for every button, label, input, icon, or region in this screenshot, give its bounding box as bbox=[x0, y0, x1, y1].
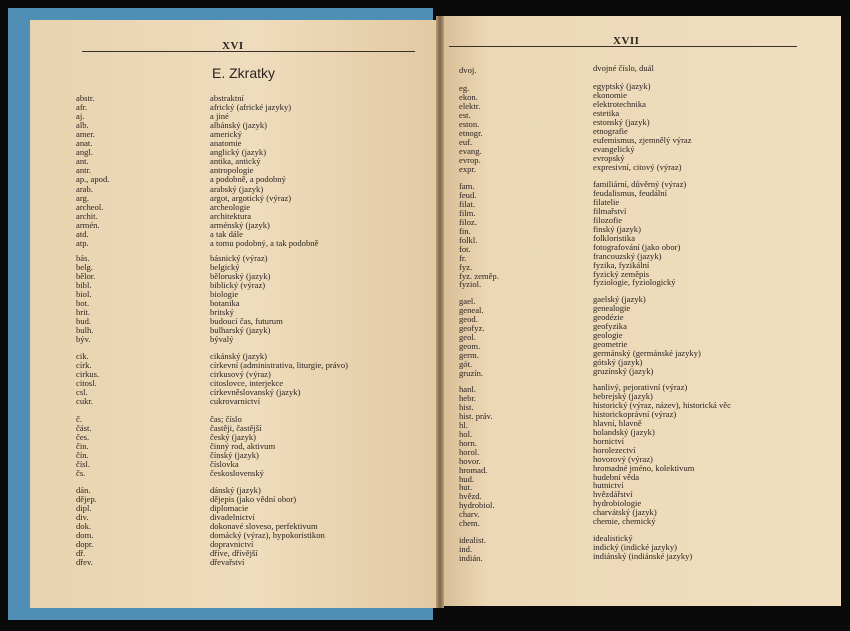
definition: indiánský (indiánské jazyky) bbox=[593, 550, 693, 561]
abbreviation: filoz. bbox=[459, 216, 477, 227]
definition: cukrovarnictví bbox=[210, 396, 261, 407]
definition: antropologie bbox=[210, 165, 254, 176]
definition: domácký (výraz), hypokoristikon bbox=[210, 530, 325, 541]
definition: antika, antický bbox=[210, 156, 261, 167]
definition: gruzínský (jazyk) bbox=[593, 365, 654, 376]
abbreviation: evang. bbox=[459, 145, 482, 156]
abbreviation: folkl. bbox=[459, 234, 478, 245]
book-gutter bbox=[436, 16, 444, 608]
abbreviation: dřev. bbox=[76, 557, 93, 568]
definition: dopravnictví bbox=[210, 539, 254, 550]
definition: feudalismus, feudální bbox=[593, 187, 667, 198]
abbreviation: filat. bbox=[459, 198, 475, 209]
left-page bbox=[30, 20, 440, 608]
abbreviation: dějep. bbox=[76, 494, 97, 505]
definition: evangelický bbox=[593, 143, 635, 154]
definition: fotografování (jako obor) bbox=[593, 241, 681, 252]
abbreviation: eston. bbox=[459, 118, 480, 129]
abbreviation: dvoj. bbox=[459, 65, 477, 75]
abbreviation: bulh. bbox=[76, 325, 94, 336]
abbreviation: csl. bbox=[76, 387, 88, 398]
definition: číslovka bbox=[210, 459, 239, 470]
definition: archeologie bbox=[210, 201, 251, 212]
abbreviation: hovor. bbox=[459, 455, 481, 466]
abbreviation: hist. práv. bbox=[459, 410, 493, 421]
abbreviation: ind. bbox=[459, 543, 473, 554]
definition: a jiné bbox=[210, 111, 229, 122]
definition: hornictví bbox=[593, 435, 625, 446]
definition: fyzický zeměpis bbox=[593, 268, 650, 279]
abbreviation: hol. bbox=[459, 428, 473, 439]
abbreviation: arg. bbox=[76, 192, 89, 203]
abbreviation: amer. bbox=[76, 129, 95, 140]
abbreviation: cirkus. bbox=[76, 369, 100, 380]
abbreviation: gruzín. bbox=[459, 367, 484, 378]
definition: dokonavé sloveso, perfektivum bbox=[210, 521, 318, 532]
abbreviation: geom. bbox=[459, 340, 481, 351]
abbreviation: antr. bbox=[76, 165, 92, 176]
abbreviation: fin. bbox=[459, 225, 471, 236]
abbreviation: dipl. bbox=[76, 503, 92, 514]
abbreviation: armén. bbox=[76, 219, 100, 230]
abbreviation: cik. bbox=[76, 351, 89, 361]
abbreviation: horn. bbox=[459, 437, 477, 448]
abbreviation: čín. bbox=[76, 450, 89, 461]
definition: hvězdářství bbox=[593, 489, 633, 500]
definition: biologie bbox=[210, 289, 239, 300]
abbreviation: fot. bbox=[459, 243, 471, 254]
definition: hlavní, hlavně bbox=[593, 417, 642, 428]
abbreviation: fr. bbox=[459, 252, 467, 263]
definition: albánský (jazyk) bbox=[210, 120, 268, 131]
definition: cirkusový (výraz) bbox=[210, 369, 271, 380]
abbreviation: čin. bbox=[76, 441, 89, 452]
abbreviation: ekon. bbox=[459, 91, 478, 102]
abbreviation: č. bbox=[76, 414, 82, 424]
abbreviation: hebr. bbox=[459, 392, 476, 403]
abbreviation: bělor. bbox=[76, 271, 96, 282]
abbreviation: geofyz. bbox=[459, 322, 485, 333]
abbreviation: idealist. bbox=[459, 535, 486, 545]
definition: dříve, dřívější bbox=[210, 548, 258, 559]
abbreviation: atd. bbox=[76, 228, 89, 239]
abbreviation: abstr. bbox=[76, 93, 95, 103]
abbreviation: fyz. zeměp. bbox=[459, 270, 499, 281]
definition: familiární, důvěrný (výraz) bbox=[593, 179, 687, 189]
definition: anglický (jazyk) bbox=[210, 147, 267, 158]
abbreviation: afr. bbox=[76, 102, 88, 113]
definition: etnografie bbox=[593, 125, 628, 136]
abbreviation: horol. bbox=[459, 446, 480, 457]
definition: dřevařství bbox=[210, 557, 245, 568]
definition: filatelie bbox=[593, 196, 620, 207]
definition: arabský (jazyk) bbox=[210, 183, 264, 194]
definition: abstraktní bbox=[210, 93, 244, 103]
abbreviation: citosl. bbox=[76, 378, 97, 389]
abbreviation: fyz. bbox=[459, 261, 473, 272]
definition: dějepis (jako vědní obor) bbox=[210, 494, 297, 505]
header-rule bbox=[449, 46, 797, 47]
abbreviation: hydrobiol. bbox=[459, 500, 495, 511]
definition: diplomacie bbox=[210, 503, 249, 514]
definition: britský bbox=[210, 307, 234, 318]
definition: egyptský (jazyk) bbox=[593, 81, 651, 91]
abbreviation: ant. bbox=[76, 156, 89, 167]
definition: idealistický bbox=[593, 533, 633, 543]
abbreviation: dom. bbox=[76, 530, 94, 541]
definition: cikánský (jazyk) bbox=[210, 351, 268, 361]
abbreviation: belg. bbox=[76, 262, 93, 273]
definition: hutnictví bbox=[593, 480, 624, 491]
abbreviation: est. bbox=[459, 109, 471, 120]
definition: československý bbox=[210, 468, 264, 479]
definition: bývalý bbox=[210, 334, 234, 345]
abbreviation: film. bbox=[459, 207, 476, 218]
definition: geometrie bbox=[593, 338, 628, 349]
definition: a tomu podobný, a tak podobně bbox=[210, 237, 319, 248]
abbreviation: alb. bbox=[76, 120, 89, 131]
definition: hebrejský (jazyk) bbox=[593, 390, 653, 401]
definition: evropský bbox=[593, 152, 625, 163]
definition: bulharský (jazyk) bbox=[210, 325, 271, 336]
abbreviation: bás. bbox=[76, 253, 90, 263]
abbreviation: geol. bbox=[459, 331, 476, 342]
definition: geofyzika bbox=[593, 320, 627, 331]
definition: hromadné jméno, kolektivum bbox=[593, 462, 695, 473]
definition: chemie, chemický bbox=[593, 516, 656, 527]
definition: fyziologie, fyziologický bbox=[593, 277, 676, 288]
definition: germánský (germánské jazyky) bbox=[593, 347, 701, 358]
definition: dánský (jazyk) bbox=[210, 485, 261, 495]
page-number: XVI bbox=[222, 40, 244, 52]
abbreviation: čs. bbox=[76, 468, 86, 479]
abbreviation: čísl. bbox=[76, 459, 91, 470]
abbreviation: charv. bbox=[459, 509, 480, 520]
definition: elektrotechnika bbox=[593, 98, 646, 109]
definition: gaelský (jazyk) bbox=[593, 294, 646, 304]
abbreviation: fam. bbox=[459, 181, 475, 191]
abbreviation: expr. bbox=[459, 163, 476, 174]
definition: budoucí čas, futurum bbox=[210, 316, 283, 327]
abbreviation: hvězd. bbox=[459, 491, 482, 502]
definition: historickoprávní (výraz) bbox=[593, 408, 677, 419]
definition: hovorový (výraz) bbox=[593, 453, 653, 464]
definition: český (jazyk) bbox=[210, 432, 257, 443]
abbreviation: euf. bbox=[459, 136, 473, 147]
abbreviation: bot. bbox=[76, 298, 90, 309]
definition: horolezectví bbox=[593, 444, 636, 455]
definition: činný rod, aktivum bbox=[210, 441, 276, 452]
definition: arménský (jazyk) bbox=[210, 219, 270, 230]
abbreviation: gael. bbox=[459, 296, 476, 306]
abbreviation: círk. bbox=[76, 360, 92, 371]
definition: geologie bbox=[593, 329, 623, 340]
abbreviation: geod. bbox=[459, 313, 478, 324]
abbreviation: hud. bbox=[459, 473, 475, 484]
definition: čas; číslo bbox=[210, 414, 242, 424]
abbreviation: aj. bbox=[76, 111, 85, 122]
definition: anatomie bbox=[210, 138, 242, 149]
definition: a tak dále bbox=[210, 228, 243, 239]
abbreviation: indián. bbox=[459, 552, 483, 563]
abbreviation: anat. bbox=[76, 138, 93, 149]
abbreviation: hist. bbox=[459, 401, 474, 412]
abbreviation: část. bbox=[76, 423, 92, 434]
abbreviation: archeol. bbox=[76, 201, 104, 212]
definition: botanika bbox=[210, 298, 240, 309]
abbreviation: bud. bbox=[76, 316, 92, 327]
definition: gótský (jazyk) bbox=[593, 356, 643, 367]
definition: estonský (jazyk) bbox=[593, 116, 650, 127]
abbreviation: germ. bbox=[459, 349, 479, 360]
definition: holandský (jazyk) bbox=[593, 426, 655, 437]
abbreviation: biol. bbox=[76, 289, 92, 300]
definition: hydrobiologie bbox=[593, 498, 642, 509]
definition: belgický bbox=[210, 262, 240, 273]
abbreviation: hl. bbox=[459, 419, 468, 430]
definition: indický (indické jazyky) bbox=[593, 541, 677, 552]
abbreviation: dán. bbox=[76, 485, 91, 495]
definition: církevní (administrativa, liturgie, právo) bbox=[210, 360, 349, 371]
definition: biblický (výraz) bbox=[210, 280, 266, 291]
header-rule bbox=[82, 51, 415, 52]
abbreviation: archit. bbox=[76, 210, 98, 221]
abbreviation: eg. bbox=[459, 83, 470, 93]
abbreviation: fyziol. bbox=[459, 279, 482, 290]
abbreviation: atp. bbox=[76, 237, 89, 248]
abbreviation: čes. bbox=[76, 432, 90, 443]
definition: filmařství bbox=[593, 205, 627, 216]
definition: geodézie bbox=[593, 311, 624, 322]
definition: finský (jazyk) bbox=[593, 223, 641, 234]
abbreviation: býv. bbox=[76, 334, 91, 345]
abbreviation: hromad. bbox=[459, 464, 488, 475]
right-page bbox=[441, 16, 841, 606]
definition: divadelnictví bbox=[210, 512, 255, 523]
abbreviation: dopr. bbox=[76, 539, 94, 550]
section-title: E. Zkratky bbox=[212, 65, 276, 81]
definition: historický (výraz, název), historická věc bbox=[593, 399, 731, 410]
definition: expresivní, citový (výraz) bbox=[593, 161, 682, 172]
definition: genealogie bbox=[593, 302, 631, 313]
definition: charvátský (jazyk) bbox=[593, 507, 657, 518]
abbreviation: gót. bbox=[459, 358, 473, 369]
page-number: XVII bbox=[613, 35, 640, 47]
definition: estetika bbox=[593, 107, 620, 118]
abbreviation: evrop. bbox=[459, 154, 481, 165]
definition: folkloristika bbox=[593, 232, 636, 243]
definition: francouzský (jazyk) bbox=[593, 250, 662, 261]
definition: čínský (jazyk) bbox=[210, 450, 259, 461]
definition: církevněslovanský (jazyk) bbox=[210, 387, 301, 398]
abbreviation: cukr. bbox=[76, 396, 93, 407]
abbreviation: chem. bbox=[459, 518, 480, 529]
definition: argot, argotický (výraz) bbox=[210, 192, 292, 203]
definition: hudební věda bbox=[593, 471, 640, 482]
abbreviation: angl. bbox=[76, 147, 93, 158]
abbreviation: div. bbox=[76, 512, 89, 523]
definition: dvojné číslo, duál bbox=[593, 63, 654, 73]
definition: fyzika, fyzikální bbox=[593, 259, 650, 270]
abbreviation: hanl. bbox=[459, 384, 476, 394]
abbreviation: bibl. bbox=[76, 280, 92, 291]
abbreviation: feud. bbox=[459, 189, 477, 200]
abbreviation: dř. bbox=[76, 548, 86, 559]
definition: častěji, častější bbox=[210, 423, 262, 434]
definition: básnický (výraz) bbox=[210, 253, 268, 263]
abbreviation: elektr. bbox=[459, 100, 481, 111]
definition: eufemismus, zjemnělý výraz bbox=[593, 134, 692, 145]
definition: běloruský (jazyk) bbox=[210, 271, 271, 282]
abbreviation: geneal. bbox=[459, 304, 484, 315]
abbreviation: hut. bbox=[459, 482, 473, 493]
definition: a podobně, a podobný bbox=[210, 174, 286, 185]
abbreviation: etnogr. bbox=[459, 127, 483, 138]
definition: filozofie bbox=[593, 214, 623, 225]
definition: ekonomie bbox=[593, 89, 627, 100]
abbreviation: ap., apod. bbox=[76, 174, 110, 185]
abbreviation: arab. bbox=[76, 183, 93, 194]
definition: africký (africké jazyky) bbox=[210, 102, 292, 113]
definition: citoslovce, interjekce bbox=[210, 378, 284, 389]
definition: hanlivý, pejorativní (výraz) bbox=[593, 382, 688, 392]
definition: americký bbox=[210, 129, 242, 140]
definition: architektura bbox=[210, 210, 252, 221]
abbreviation: brit. bbox=[76, 307, 91, 318]
abbreviation: dok. bbox=[76, 521, 92, 532]
